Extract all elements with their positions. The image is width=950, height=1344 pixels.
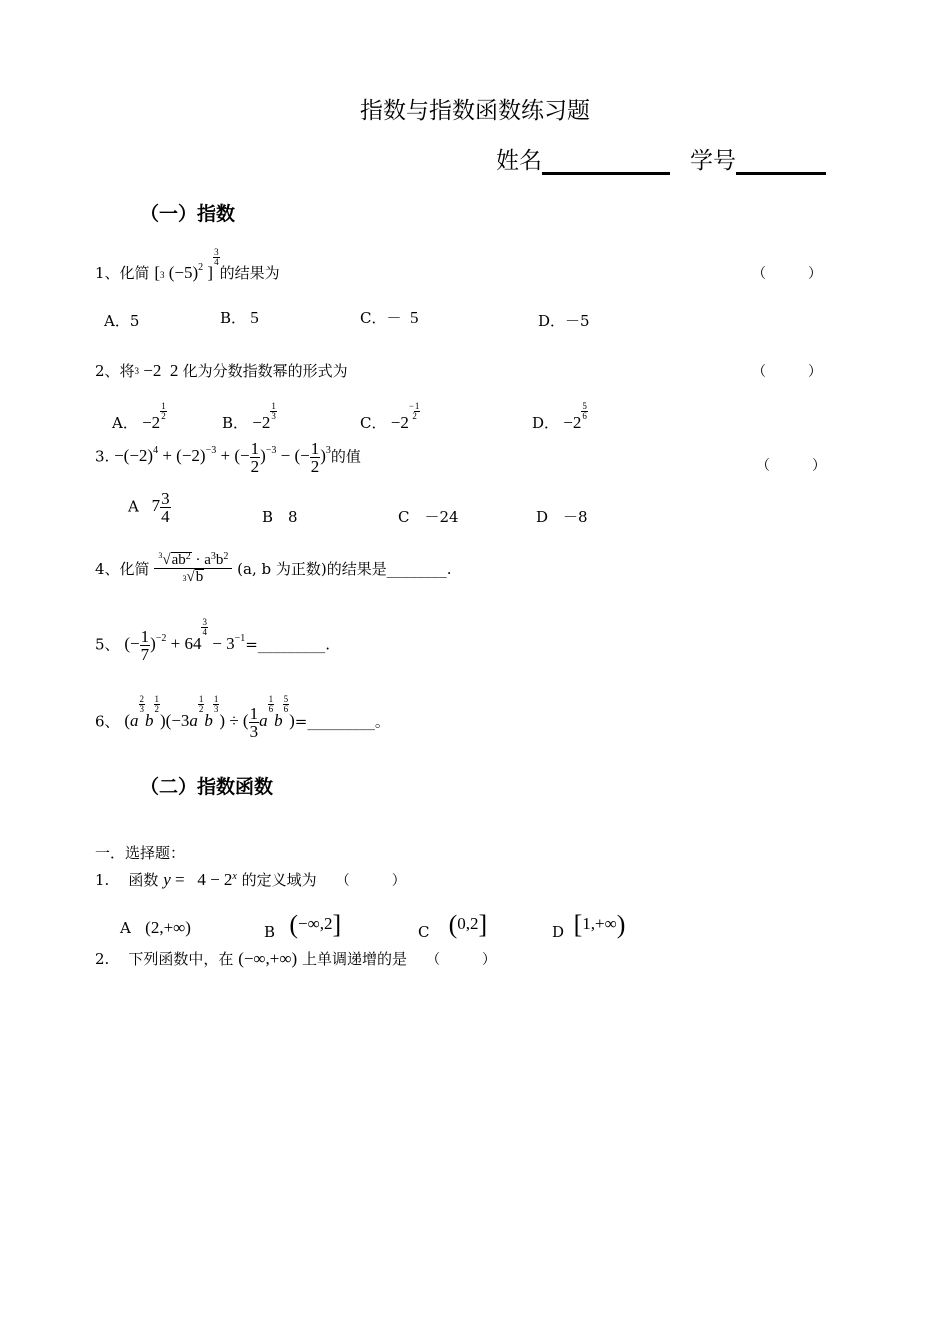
f1-option-b[interactable]: B (−∞,2]: [264, 910, 342, 941]
q1-option-a[interactable]: A．5: [104, 312, 140, 330]
multiple-choice-heading: 一．选择题：: [95, 844, 186, 862]
q1-option-b[interactable]: B． 5: [220, 308, 259, 327]
page-title: 指数与指数函数练习题: [360, 98, 590, 124]
q3-option-b[interactable]: B 8: [262, 508, 298, 526]
q3-option-d[interactable]: D －8: [536, 508, 588, 526]
id-blank[interactable]: [736, 142, 826, 175]
id-label: 学号: [690, 148, 736, 174]
q2-option-d[interactable]: D． −2 $\frac{5}{6}$: [532, 401, 587, 432]
section-heading-exponents: （一）指数: [140, 203, 236, 225]
f2-answer-paren[interactable]: （ ）: [426, 952, 497, 968]
q1-expression: [3 $(-5)^2$ ] $\frac{3}{4}$: [154, 247, 219, 282]
function-question-1: 1. 函数 $y = 4 - 2^x$ 的定义域为 （ ）: [95, 870, 406, 889]
q3-answer-paren[interactable]: （ ）: [756, 458, 826, 474]
f1-option-c[interactable]: C (0,2]: [418, 910, 488, 941]
q1-answer-paren[interactable]: （ ）: [752, 266, 822, 282]
name-blank[interactable]: [542, 142, 670, 175]
question-1: 1、化简 [3 $(-5)^2$ ] $\frac{3}{4}$ 的结果为: [95, 247, 280, 282]
q2-option-b[interactable]: B． −2 $\frac{1}{3}$: [222, 401, 276, 432]
question-2: 2、将3 −2 2 化为分数指数幂的形式为: [95, 361, 348, 380]
q6-expression: (a $\frac{2}{3}$ b $\frac{1}{2}$ )(−3a $\frac{1}{2}$ b $\frac{1}{3}$ ) ÷ ( $\frac{1}{3}$ a $\frac{1}{6}$ b $\frac{5}{6}$ ): [124, 694, 295, 741]
q4-expression: $\frac{^3√ab^2 \cdot a^3b^2}{3√b}$: [154, 552, 232, 585]
question-6: 6、 (a $\frac{2}{3}$ b $\frac{1}{2}$ )(−3a $\frac{1}{2}$ b $\frac{1}{3}$ ) ÷ ( $\frac{1}{3}$ a $\frac{1}{6}$ b $\frac{5}{6}$ )=_________。: [95, 694, 390, 741]
function-question-2: 2. 下列函数中，在 (−∞,+∞) 上单调递增的是 （ ）: [95, 949, 497, 968]
q3-option-c[interactable]: C －24: [398, 508, 459, 526]
q5-expression: (− $\frac{1}{7}$ )$^{-2}$ + 64 $\frac{3}{4}$ − $3^{-1}$: [124, 617, 246, 664]
q3-expression: $-(-2)^4 + (-2)^{-3}$ + (− $\frac{1}{2}$ )$^{-3}$ − (− $\frac{1}{2}$ )$^3$: [114, 439, 331, 476]
q1-option-c[interactable]: C．－ 5: [360, 308, 419, 327]
q2-option-a[interactable]: A． −2 $\frac{1}{2}$: [112, 401, 166, 432]
section-heading-exponential-functions: （二）指数函数: [140, 776, 274, 798]
name-field: [496, 142, 670, 175]
f1-option-a[interactable]: A (2,+∞): [120, 918, 191, 937]
id-field: [690, 142, 826, 175]
f1-answer-paren[interactable]: （ ）: [335, 873, 406, 889]
f1-option-d[interactable]: D [1,+∞): [552, 910, 626, 941]
q3-option-a[interactable]: A 7 $\frac{3}{4}$: [128, 489, 170, 526]
q1-option-d[interactable]: D．－5: [538, 312, 590, 330]
name-label: 姓名: [496, 148, 542, 174]
question-4: 4、化简 $\frac{^3√ab^2 \cdot a^3b^2}{3√b}$ (a, b 为正数)的结果是________.: [95, 551, 452, 585]
question-5: 5、 (− $\frac{1}{7}$ )$^{-2}$ + 64 $\frac{3}{4}$ − $3^{-1}=\_\_\_\_\_\_\_\_\_$.: [95, 617, 331, 664]
q2-option-c[interactable]: C． −2−1 2: [360, 401, 420, 432]
q2-answer-paren[interactable]: （ ）: [752, 364, 822, 380]
question-3: 3. $-(-2)^4 + (-2)^{-3}$ + (− $\frac{1}{2}$ )$^{-3}$ − (− $\frac{1}{2}$ )$^3$的值: [95, 439, 361, 476]
